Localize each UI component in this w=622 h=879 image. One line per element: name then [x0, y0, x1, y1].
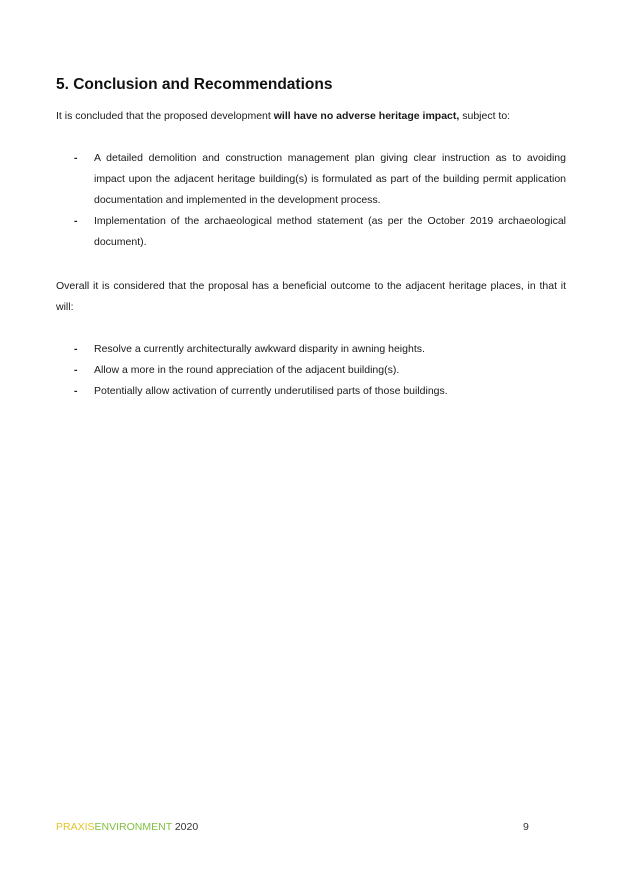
brand-praxis: PRAXIS — [56, 821, 95, 833]
intro-text-before: It is concluded that the proposed development — [56, 110, 274, 122]
bullet-dash: - — [74, 364, 78, 376]
list-item-text: Resolve a currently architecturally awkward disparity in awning heights. — [94, 343, 425, 355]
list-item-text: Potentially allow activation of currently underutilised parts of those buildings. — [94, 385, 448, 397]
list-item — [56, 381, 566, 402]
intro-text-after: subject to: — [459, 110, 511, 122]
outcomes-list — [56, 339, 566, 402]
bullet-dash: - — [74, 343, 78, 355]
footer-brand — [56, 821, 198, 833]
list-item-text: Implementation of the archaeological method statement (as per the October 2019 archaeological document). — [94, 215, 566, 248]
bullet-dash: - — [74, 215, 78, 227]
list-item — [56, 148, 566, 211]
outcome-paragraph: Overall it is considered that the proposal has a beneficial outcome to the adjacent heritage places, in that it will: — [56, 280, 566, 313]
list-item-text: A detailed demolition and construction management plan giving clear instruction as to avoiding impact upon the adjacent heritage building(s) is formulated as part of the building permit application documentation and implemented in the development process. — [94, 152, 566, 206]
brand-environment: ENVIRONMENT — [94, 821, 172, 833]
list-item — [56, 360, 566, 381]
list-item — [56, 211, 566, 253]
intro-bold-text: will have no adverse heritage impact, — [273, 110, 460, 122]
section-heading: 5. Conclusion and Recommendations — [56, 76, 333, 93]
list-item — [56, 339, 566, 360]
page-number: 9 — [523, 821, 529, 833]
bullet-dash: - — [74, 385, 78, 397]
bullet-dash: - — [74, 152, 78, 164]
list-item-text: Allow a more in the round appreciation of the adjacent building(s). — [94, 364, 400, 376]
footer-year: 2020 — [171, 821, 199, 833]
conditions-list — [56, 148, 566, 253]
intro-paragraph — [56, 106, 566, 127]
